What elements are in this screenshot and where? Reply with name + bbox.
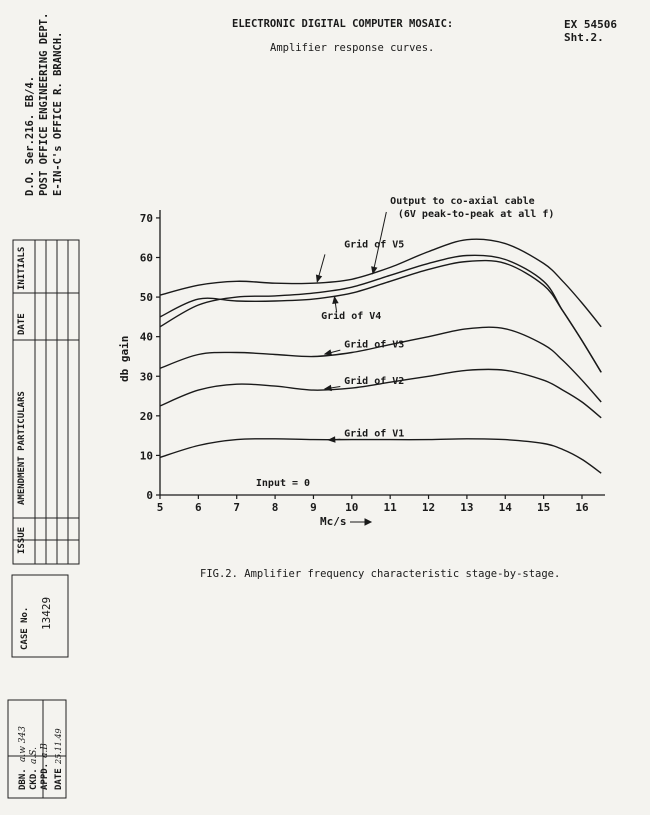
case-box-frame [12, 575, 68, 657]
reference-number: EX 54506 [564, 18, 617, 31]
annotation-label: Grid of V3 [344, 339, 405, 351]
office-line-1: D.O. Ser.216. EB/4. [24, 75, 36, 196]
appd-value: a.B [40, 743, 50, 758]
y-tick-label: 40 [139, 330, 153, 344]
y-tick-label: 50 [139, 291, 153, 305]
case-number-value: 13429 [40, 596, 53, 630]
appd-label: APPD. [40, 762, 50, 790]
annotation-label: (6V peak-to-peak at all f) [397, 209, 555, 221]
sign-box-frame [8, 700, 66, 798]
annotation-arrowhead [329, 437, 335, 442]
chart-ticks [140, 212, 589, 514]
series-line-grid-of-v1 [160, 439, 601, 473]
x-tick-label: 16 [575, 501, 589, 514]
amendment-table-grid [13, 240, 79, 564]
annotation-label: Grid of V5 [344, 239, 405, 251]
y-tick-label: 30 [139, 370, 153, 384]
x-tick-label: 14 [498, 501, 512, 514]
y-tick-label: 0 [146, 489, 153, 502]
x-tick-label: 13 [460, 501, 474, 514]
y-tick-label: 60 [139, 251, 153, 265]
y-tick-label: 10 [139, 449, 153, 463]
x-axis-arrow [350, 519, 371, 525]
table-header-date: DATE [17, 313, 27, 335]
sheet-number: Sht.2. [564, 31, 604, 44]
document-subtitle: Amplifier response curves. [270, 42, 435, 54]
dbn-label: DBN. [18, 768, 28, 790]
annotation-label: Grid of V4 [321, 310, 382, 322]
x-tick-label: 12 [421, 501, 436, 514]
y-tick-label: 20 [139, 409, 153, 423]
figure-caption: FIG.2. Amplifier frequency characteristic stage-by-stage. [200, 568, 561, 580]
x-tick-label: 11 [383, 501, 397, 514]
document-title: ELECTRONIC DIGITAL COMPUTER MOSAIC: [232, 18, 454, 30]
case-number-label: CASE No. [20, 606, 30, 650]
x-tick-label: 10 [345, 501, 359, 514]
annotation-arrowhead [333, 297, 338, 303]
annotation-arrowhead [317, 275, 322, 281]
annotation-label: Output to co-axial cable [390, 196, 535, 208]
ckd-value: a.S. [29, 747, 39, 764]
x-tick-label: 5 [156, 501, 164, 514]
y-axis-label: db gain [118, 335, 131, 382]
x-tick-label: 7 [233, 501, 241, 514]
table-header-initials: INITIALS [17, 246, 27, 290]
date-label: DATE [54, 768, 64, 790]
x-tick-label: 8 [271, 501, 279, 514]
annotation-arrowhead [325, 350, 331, 355]
y-tick-label: 70 [139, 211, 153, 225]
x-tick-label: 6 [195, 501, 202, 514]
date-value: 25.11.49 [54, 728, 63, 764]
x-axis-label: Mc/s [320, 515, 347, 528]
annotation-label: Grid of V2 [344, 375, 405, 387]
table-header-particulars: AMENDMENT PARTICULARS [17, 391, 27, 505]
x-tick-label: 9 [310, 501, 317, 514]
office-line-2: POST OFFICE ENGINEERING DEPT. [38, 12, 50, 196]
table-header-issue: ISSUE [17, 526, 27, 554]
annotation-label: Grid of V1 [344, 428, 405, 440]
ckd-label: CKD. [29, 768, 39, 790]
dbn-value: a.w 343 [18, 726, 28, 762]
x-tick-label: 15 [536, 501, 551, 514]
office-line-3: E-IN-C's OFFICE R. BRANCH. [52, 31, 64, 196]
annotation-label: Input = 0 [255, 477, 311, 489]
